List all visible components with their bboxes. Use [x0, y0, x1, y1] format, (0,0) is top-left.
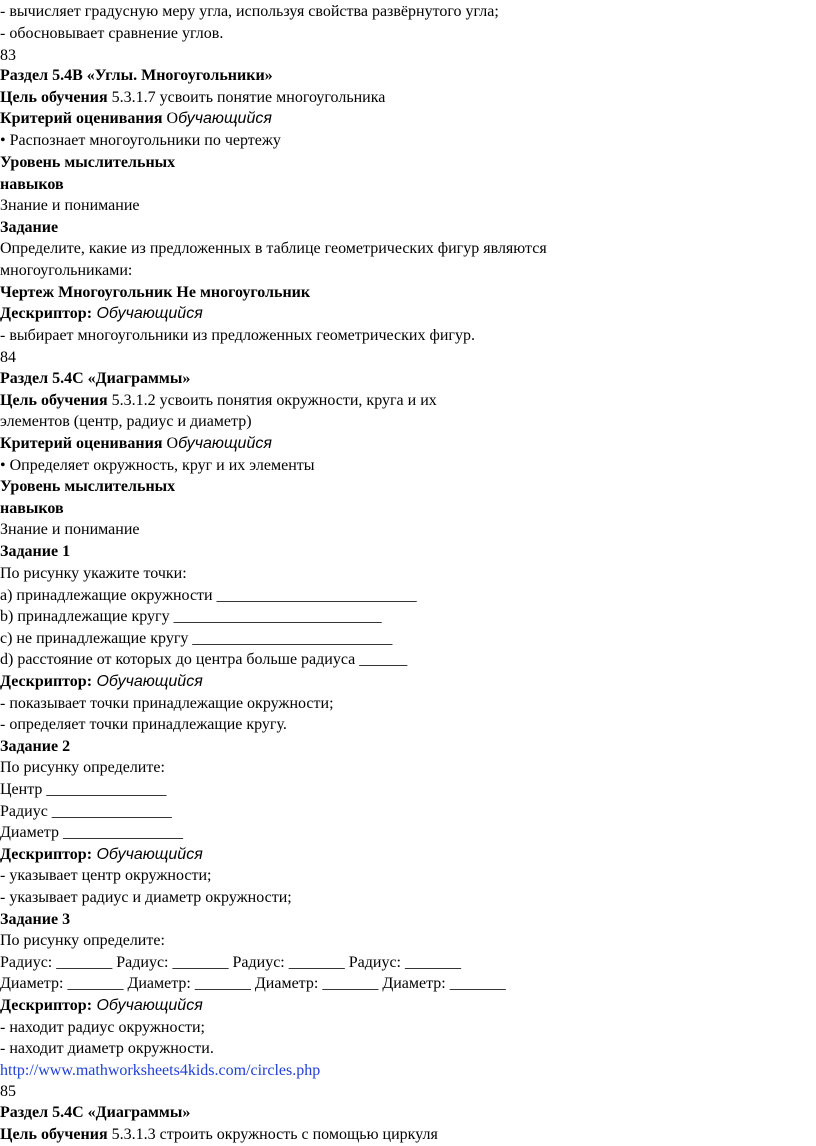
text: - выбирает многоугольники из предложенных геометрических фигур.	[0, 327, 475, 344]
text-line	[0, 2, 499, 22]
text: многоугольниками:	[0, 262, 133, 279]
text-line	[0, 758, 165, 778]
text: 85	[0, 1083, 16, 1100]
text: 5.3.1.2 усвоить понятия окружности, круга и их	[107, 392, 437, 409]
text: Чертеж Многоугольник Не многоугольник	[0, 284, 311, 301]
bullet-item	[0, 131, 281, 151]
descriptor	[0, 672, 203, 692]
text: - находит диаметр окружности.	[0, 1040, 214, 1057]
text: - указывает радиус и диаметр окружности;	[0, 889, 292, 906]
text: 5.3.1.7 усвоить понятие многоугольника	[107, 89, 386, 106]
task-heading	[0, 737, 70, 757]
text: a) принадлежащие окружности _________________________	[0, 587, 417, 604]
text-line	[0, 24, 223, 44]
page-number	[0, 46, 16, 66]
text-line	[0, 1018, 205, 1038]
table-header	[0, 283, 310, 303]
text: c) не принадлежащие кругу _________________________	[0, 630, 393, 647]
text: О	[162, 110, 179, 127]
text: Радиус: _______ Радиус: _______ Радиус: _______ Радиус: _______	[0, 954, 461, 971]
answer-line	[0, 607, 382, 627]
text: 83	[0, 47, 16, 64]
assessment-criterion	[0, 109, 272, 129]
label: Критерий оценивания	[0, 110, 163, 127]
label: Дескриптор:	[0, 305, 93, 322]
text: По рисунку определите:	[0, 759, 165, 776]
text: Задание 3	[0, 911, 71, 928]
text: Раздел 5.4С «Диаграммы»	[0, 370, 191, 387]
text: бучающийся	[178, 110, 272, 127]
text-line	[0, 694, 334, 714]
assessment-criterion	[0, 434, 272, 454]
page-number	[0, 1082, 16, 1102]
section-heading	[0, 369, 190, 389]
text: элементов (центр, радиус и диаметр)	[0, 413, 252, 430]
text: Обучающийся	[92, 997, 203, 1014]
text: - обосновывает сравнение углов.	[0, 25, 224, 42]
text: Раздел 5.4С «Диаграммы»	[0, 1104, 191, 1121]
text: • Распознает многоугольники по чертежу	[0, 132, 281, 149]
text: По рисунку укажите точки:	[0, 565, 187, 582]
text: Центр _______________	[0, 781, 167, 798]
text: О	[162, 435, 179, 452]
label: Критерий оценивания	[0, 435, 163, 452]
bullet-item	[0, 456, 315, 476]
text: Знание и понимание	[0, 521, 140, 538]
descriptor	[0, 845, 203, 865]
text: Обучающийся	[92, 305, 203, 322]
text-line	[0, 931, 165, 951]
answer-line	[0, 650, 407, 670]
answer-line	[0, 629, 392, 649]
text: Обучающийся	[92, 673, 203, 690]
text-line	[0, 261, 132, 281]
text-line	[0, 412, 252, 432]
text: - находит радиус окружности;	[0, 1019, 205, 1036]
label: Дескриптор:	[0, 673, 93, 690]
text: Задание 1	[0, 543, 71, 560]
text: 84	[0, 349, 16, 366]
label: Дескриптор:	[0, 997, 93, 1014]
answer-line	[0, 953, 461, 973]
page-number	[0, 348, 16, 368]
text-line	[0, 715, 287, 735]
task-heading	[0, 542, 70, 562]
text: Диаметр: _______ Диаметр: _______ Диаметр: _______ Диаметр: _______	[0, 975, 506, 992]
level-heading	[0, 175, 64, 195]
answer-line	[0, 802, 172, 822]
text: Обучающийся	[92, 846, 203, 863]
text: - показывает точки принадлежащие окружности;	[0, 695, 334, 712]
section-heading	[0, 66, 273, 86]
level-heading	[0, 477, 175, 497]
learning-goal	[0, 1125, 438, 1145]
learning-goal	[0, 391, 437, 411]
text: Уровень мыслительных	[0, 154, 176, 171]
text-line	[0, 326, 475, 346]
text-line	[0, 239, 547, 259]
descriptor	[0, 996, 203, 1016]
text-line	[0, 866, 211, 886]
source-link[interactable]: http://www.mathworksheets4kids.com/circles.php	[0, 1062, 321, 1079]
text: Радиус _______________	[0, 803, 172, 820]
text: b) принадлежащие кругу __________________________	[0, 608, 382, 625]
text: 5.3.1.3 строить окружность с помощью циркуля	[107, 1126, 438, 1143]
learning-goal	[0, 88, 385, 108]
label: Цель обучения	[0, 1126, 108, 1143]
text: • Определяет окружность, круг и их элементы	[0, 457, 315, 474]
text-line	[0, 564, 187, 584]
text-line	[0, 1039, 214, 1059]
text: Раздел 5.4B «Углы. Многоугольники»	[0, 67, 273, 84]
text: Уровень мыслительных	[0, 478, 176, 495]
label: Дескриптор:	[0, 846, 93, 863]
text: навыков	[0, 500, 64, 517]
answer-line	[0, 780, 166, 800]
answer-line	[0, 974, 506, 994]
level-heading	[0, 499, 64, 519]
answer-line	[0, 823, 183, 843]
text: d) расстояние от которых до центра больше радиуса ______	[0, 651, 408, 668]
label: Цель обучения	[0, 89, 108, 106]
task-heading	[0, 218, 58, 238]
text-line	[0, 520, 140, 540]
text: Знание и понимание	[0, 197, 140, 214]
text: бучающийся	[178, 435, 272, 452]
text: Диаметр _______________	[0, 824, 183, 841]
source-link-line	[0, 1061, 320, 1081]
answer-line	[0, 586, 417, 606]
task-heading	[0, 910, 70, 930]
text-line	[0, 196, 140, 216]
text: - указывает центр окружности;	[0, 867, 212, 884]
text: - вычисляет градусную меру угла, используя свойства развёрнутого угла;	[0, 3, 499, 20]
descriptor	[0, 304, 203, 324]
text: По рисунку определите:	[0, 932, 165, 949]
text: - определяет точки принадлежащие кругу.	[0, 716, 287, 733]
text: Задание 2	[0, 738, 71, 755]
label: Цель обучения	[0, 392, 108, 409]
section-heading	[0, 1103, 190, 1123]
text: навыков	[0, 176, 64, 193]
text: Определите, какие из предложенных в таблице геометрических фигур являются	[0, 240, 547, 257]
text-line	[0, 888, 292, 908]
text: Задание	[0, 219, 59, 236]
level-heading	[0, 153, 175, 173]
